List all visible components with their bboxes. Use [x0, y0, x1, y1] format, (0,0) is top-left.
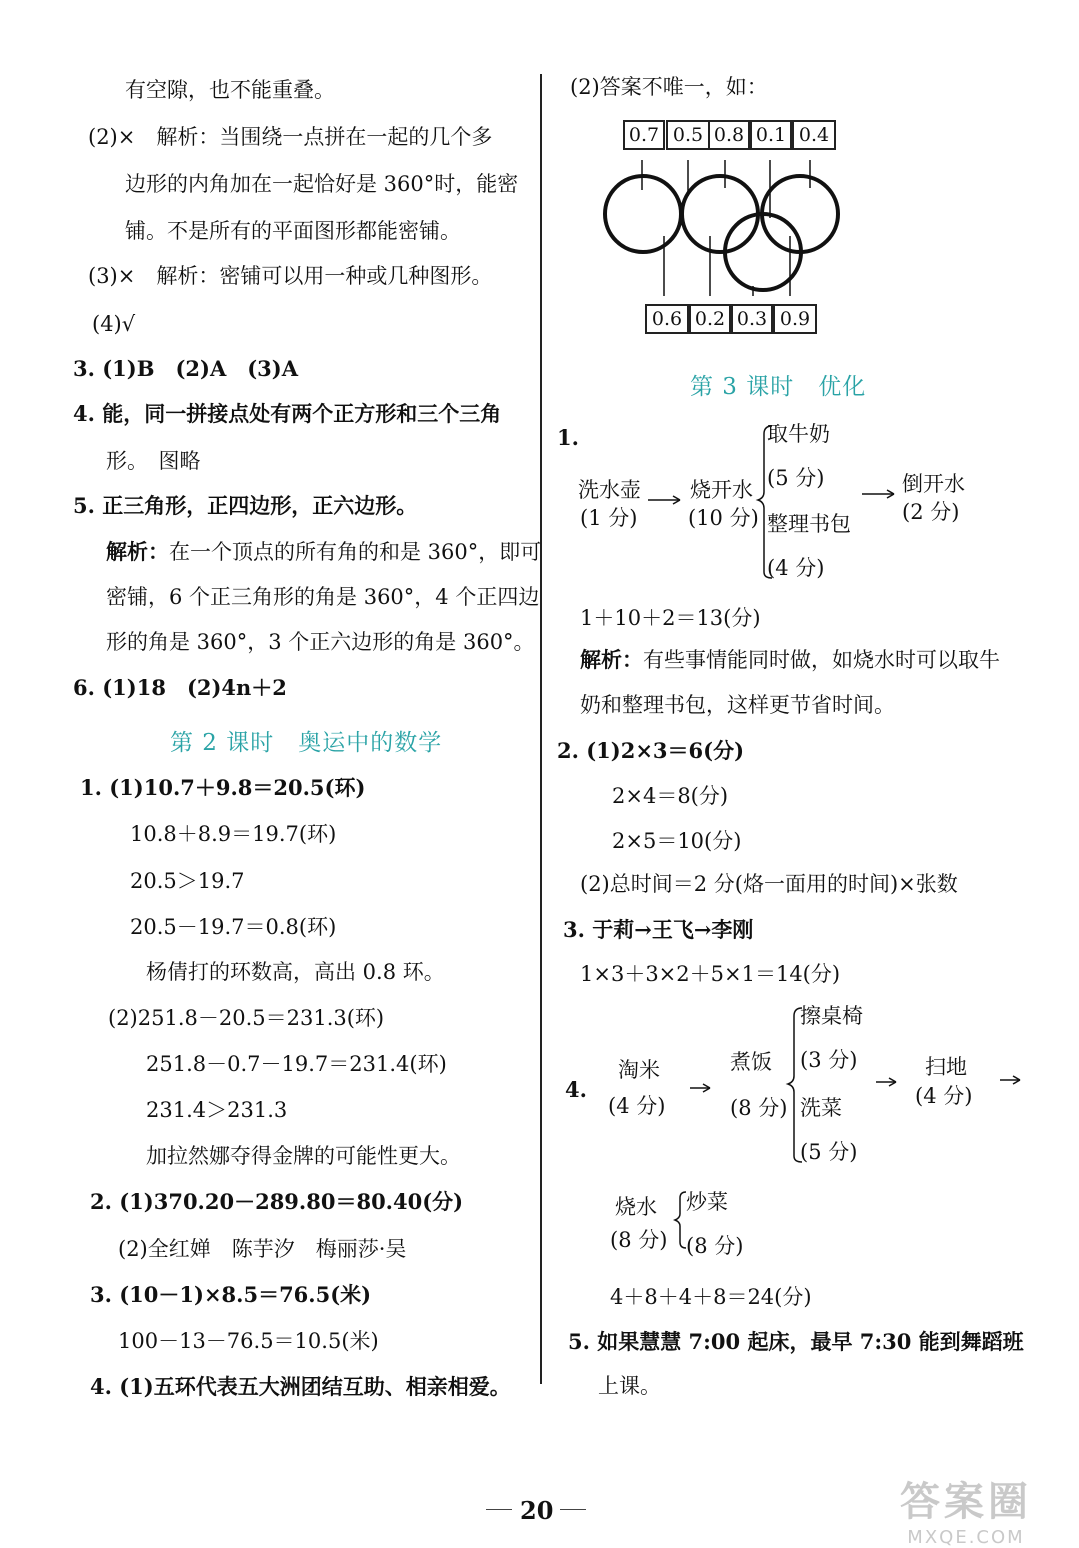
question-1-number: 1.: [557, 425, 579, 450]
question-4-number: 4.: [565, 1077, 587, 1102]
ring-value-bottom: 0.2: [689, 304, 731, 334]
text-line: (2)总时间＝2 分(烙一面用的时间)×张数: [580, 872, 958, 896]
text-line: 100－13－76.5＝10.5(米): [118, 1329, 379, 1353]
question-4: 4. 能，同一拼接点处有两个正方形和三个三角: [73, 401, 502, 426]
text-line: 231.4＞231.3: [146, 1098, 288, 1122]
flow-step: 倒开水: [902, 472, 965, 496]
text-line: 20.5－19.7＝0.8(环): [130, 915, 337, 939]
analysis-label: 解析：: [106, 539, 169, 564]
flow-step: 擦桌椅: [800, 1004, 863, 1028]
ring-value-top: 0.7: [623, 120, 665, 150]
flow-time: (8 分): [730, 1096, 788, 1120]
watermark-url: MXQE.COM: [907, 1527, 1025, 1548]
question-5r: 5. 如果慧慧 7:00 起床，最早 7:30 能到舞蹈班: [568, 1329, 1024, 1354]
text-line: 形。 图略: [106, 449, 201, 473]
text-line: 密铺，6 个正三角形的角是 360°，4 个正四边: [106, 585, 540, 609]
text-line: 加拉然娜夺得金牌的可能性更大。: [146, 1144, 461, 1168]
flow-time: (5 分): [800, 1140, 858, 1164]
text-line: (2)答案不唯一，如：: [570, 75, 768, 99]
question-4b: 4. (1)五环代表五大洲团结互助、相亲相爱。: [90, 1374, 511, 1399]
flow-time: (8 分): [686, 1234, 744, 1258]
section-title-3: 第 3 课时 优化: [690, 374, 867, 400]
text-line: 251.8－0.7－19.7＝231.4(环): [146, 1052, 447, 1076]
text-line: 奶和整理书包，这样更节省时间。: [580, 693, 895, 717]
question-3r: 3. 于莉→王飞→李刚: [563, 917, 754, 942]
text-line: (4)√: [92, 312, 136, 336]
flow-time: (1 分): [580, 506, 638, 530]
analysis-text: 有些事情能同时做，如烧水时可以取牛: [643, 648, 1000, 672]
ring-value-top: 0.4: [792, 120, 836, 150]
watermark-logo: [900, 1470, 1032, 1548]
flow-time: (10 分): [688, 506, 759, 530]
text-line: (2)全红婵 陈芋汐 梅丽莎·吴: [118, 1237, 407, 1261]
flow-time: (5 分): [767, 466, 825, 490]
flow-time: (2 分): [902, 500, 960, 524]
text-line: 铺。不是所有的平面图形都能密铺。: [125, 219, 461, 243]
text-line: (2)251.8－20.5＝231.3(环): [108, 1006, 385, 1030]
text-line: 20.5＞19.7: [130, 869, 245, 893]
question-3b: 3. (10－1)×8.5＝76.5(米): [90, 1282, 372, 1307]
flow-step: 煮饭: [730, 1050, 772, 1074]
flow-time: (3 分): [800, 1048, 858, 1072]
watermark-text: 答案圈: [900, 1479, 1032, 1525]
question-1: 1. (1)10.7＋9.8＝20.5(环): [80, 775, 366, 800]
text-line: (3)× 解析：密铺可以用一种或几种图形。: [88, 264, 493, 288]
flow-time: (8 分): [610, 1228, 668, 1252]
flow-step: 烧开水: [690, 478, 753, 502]
question-6: 6. (1)18 (2)4n＋2: [73, 675, 287, 700]
question-2: 2. (1)370.20－289.80＝80.40(分): [90, 1189, 464, 1214]
text-line: 2×5＝10(分): [612, 829, 742, 853]
flow-step: 取牛奶: [767, 422, 830, 446]
text-line: 形的角是 360°，3 个正六边形的角是 360°。: [106, 630, 535, 654]
flow-step: 烧水: [615, 1195, 657, 1219]
analysis-text: 在一个顶点的所有角的和是 360°，即可: [169, 540, 542, 564]
text-line: 1×3＋3×2＋5×1＝14(分): [580, 962, 841, 986]
text-line: (2)× 解析：当围绕一点拼在一起的几个多: [88, 125, 493, 149]
flow-time: (4 分): [608, 1094, 666, 1118]
flow-step: 洗菜: [800, 1096, 842, 1120]
question-2r: 2. (1)2×3＝6(分): [557, 738, 745, 763]
flow-step: 整理书包: [767, 512, 851, 536]
section-title-2: 第 2 课时 奥运中的数学: [170, 730, 443, 756]
text-line: 10.8＋8.9＝19.7(环): [130, 822, 337, 846]
flow-step: 扫地: [925, 1055, 967, 1079]
flow-step: 炒菜: [686, 1190, 728, 1214]
text-line: 1＋10＋2＝13(分): [580, 606, 761, 630]
flow-step: 洗水壶: [578, 478, 641, 502]
text-line: 2×4＝8(分): [612, 784, 729, 808]
text-line: 杨倩打的环数高，高出 0.8 环。: [146, 960, 445, 984]
text-line: 边形的内角加在一起恰好是 360°时，能密: [125, 172, 519, 196]
flow-time: (4 分): [915, 1084, 973, 1108]
text-line: 上课。: [598, 1374, 661, 1398]
page-number-dash: [560, 1509, 586, 1510]
analysis-label: 解析：: [580, 647, 643, 672]
ring-value-top: 0.5: [666, 120, 710, 150]
ring-value-bottom: 0.3: [731, 304, 773, 334]
question-5: 5. 正三角形，正四边形，正六边形。: [73, 493, 418, 518]
page-number: 20: [520, 1496, 554, 1525]
ring-value-bottom: 0.9: [773, 304, 817, 334]
flow-step: 淘米: [618, 1058, 660, 1082]
flow-brace: [788, 1008, 802, 1162]
flow-brace: [675, 1192, 686, 1248]
text-line: 4＋8＋4＋8＝24(分): [610, 1285, 812, 1309]
ring-value-top: 0.1: [750, 120, 792, 150]
text-line: 有空隙，也不能重叠。: [125, 78, 335, 102]
question-3: 3. (1)B (2)A (3)A: [73, 356, 299, 381]
flow-time: (4 分): [767, 556, 825, 580]
ring-value-top: 0.8: [708, 120, 750, 150]
page-number-dash: [486, 1509, 512, 1510]
ring-value-bottom: 0.6: [645, 304, 689, 334]
